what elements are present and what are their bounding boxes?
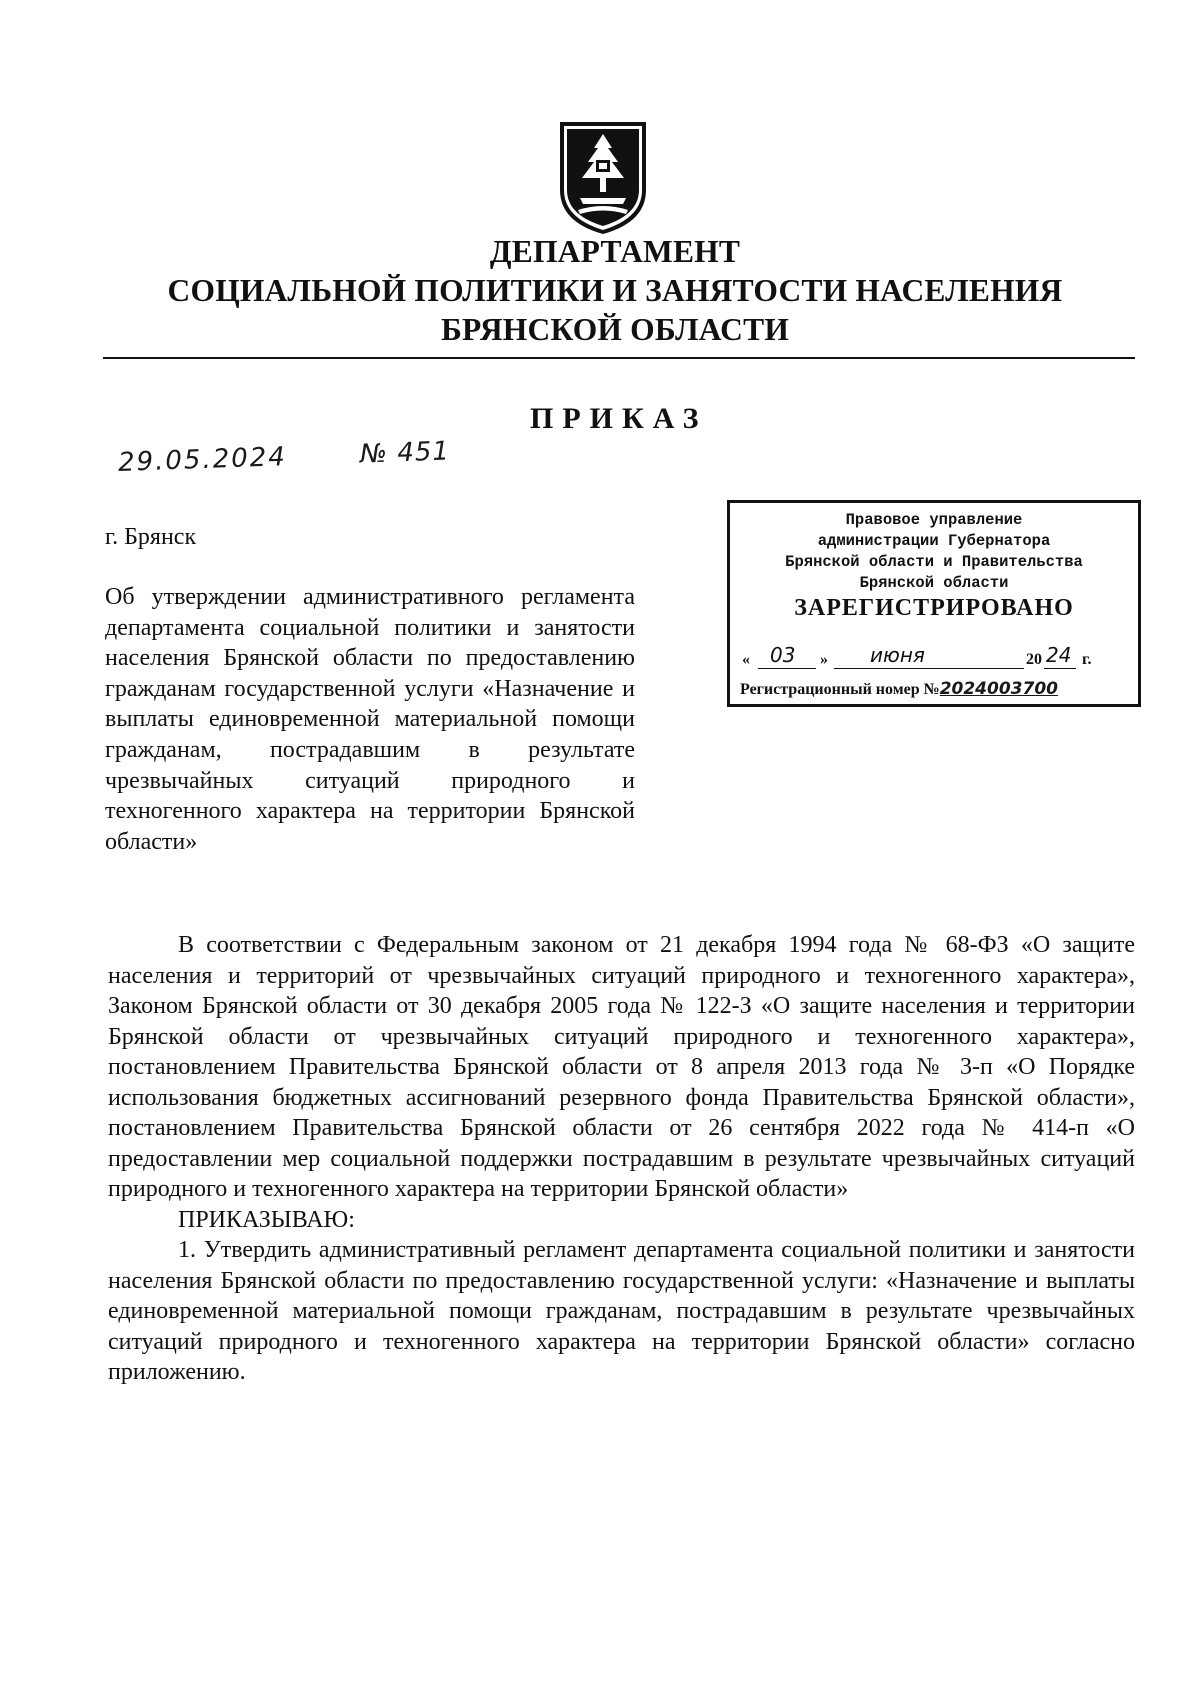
department-title	[100, 232, 1130, 349]
handwritten-date: 29.05.2024	[117, 442, 288, 478]
city-label: г. Брянск	[105, 524, 197, 550]
stamp-close-quote: »	[820, 651, 828, 668]
preamble-paragraph: В соответствии с Федеральным законом от 21 декабря 1994 года № 68-ФЗ «О защите населения и территорий от чрезвычайных ситуаций природного и техногенного характера», Законом Брянской области от 30 декабря 2005 года № 122-З «О защите населения и территории Брянской области от чрезвычайных ситуаций природного и техногенного характера», постановлением Правительства Брянской области от 8 апреля 2013 года № 3-п «О Порядке использования бюджетных ассигнований резервного фонда Правительства Брянской области», постановлением Правительства Брянской области от 26 сентября 2022 года № 414-п «О предоставлении мер социальной поддержки пострадавшим в результате чрезвычайных ситуаций природного и техногенного характера на территории Брянской области»	[108, 932, 1135, 1202]
stamp-month: июня	[870, 643, 925, 667]
directive-heading: ПРИКАЗЫВАЮ:	[178, 1206, 355, 1233]
department-title-line3: БРЯНСКОЙ ОБЛАСТИ	[440, 312, 790, 347]
stamp-status: ЗАРЕГИСТРИРОВАНО	[794, 595, 1074, 621]
handwritten-order-number: № 451	[359, 436, 451, 470]
stamp-line1: Правовое управление	[845, 511, 1023, 529]
order-subject: Об утверждении административного регламента департамента социальной политики и занятости населения Брянской области по предоставлению гражданам государственной услуги «Назначение и выплаты единовременной материальной помощи гражданам, пострадавшим в результате чрезвычайных ситуаций природного и техногенного характера на территории Брянской области»	[105, 584, 635, 855]
department-title-line2: СОЦИАЛЬНОЙ ПОЛИТИКИ И ЗАНЯТОСТИ НАСЕЛЕНИЯ	[167, 273, 1063, 308]
header-divider	[103, 357, 1135, 359]
stamp-year-prefix: 20	[1026, 651, 1042, 668]
order-body	[108, 930, 1135, 1388]
department-title-line1: ДЕПАРТАМЕНТ	[489, 234, 741, 269]
stamp-date-line	[740, 643, 1132, 677]
stamp-line3: Брянской области и Правительства	[785, 553, 1083, 571]
stamp-registration-number	[740, 679, 1058, 699]
stamp-year-tail: г.	[1082, 651, 1092, 668]
stamp-line4: Брянской области	[859, 574, 1009, 592]
stamp-open-quote: «	[742, 651, 750, 668]
stamp-day: 03	[770, 643, 796, 667]
coat-of-arms-emblem	[556, 118, 650, 238]
stamp-reg-number: 2024003700	[939, 679, 1058, 699]
stamp-authority	[730, 510, 1138, 594]
registration-stamp	[727, 500, 1141, 707]
stamp-line2: администрации Губернатора	[817, 532, 1051, 550]
order-item-1: 1. Утвердить административный регламент департамента социальной политики и занятости населения Брянской области по предоставлению государственной услуги: «Назначение и выплаты единовременной материальной помощи гражданам, пострадавшим в результате чрезвычайных ситуаций природного и техногенного характера на территории Брянской области» согласно приложению.	[108, 1237, 1135, 1385]
order-title: ПРИКАЗ	[530, 402, 708, 435]
stamp-year-suffix: 24	[1046, 643, 1072, 667]
stamp-reg-label: Регистрационный номер №	[740, 681, 940, 698]
